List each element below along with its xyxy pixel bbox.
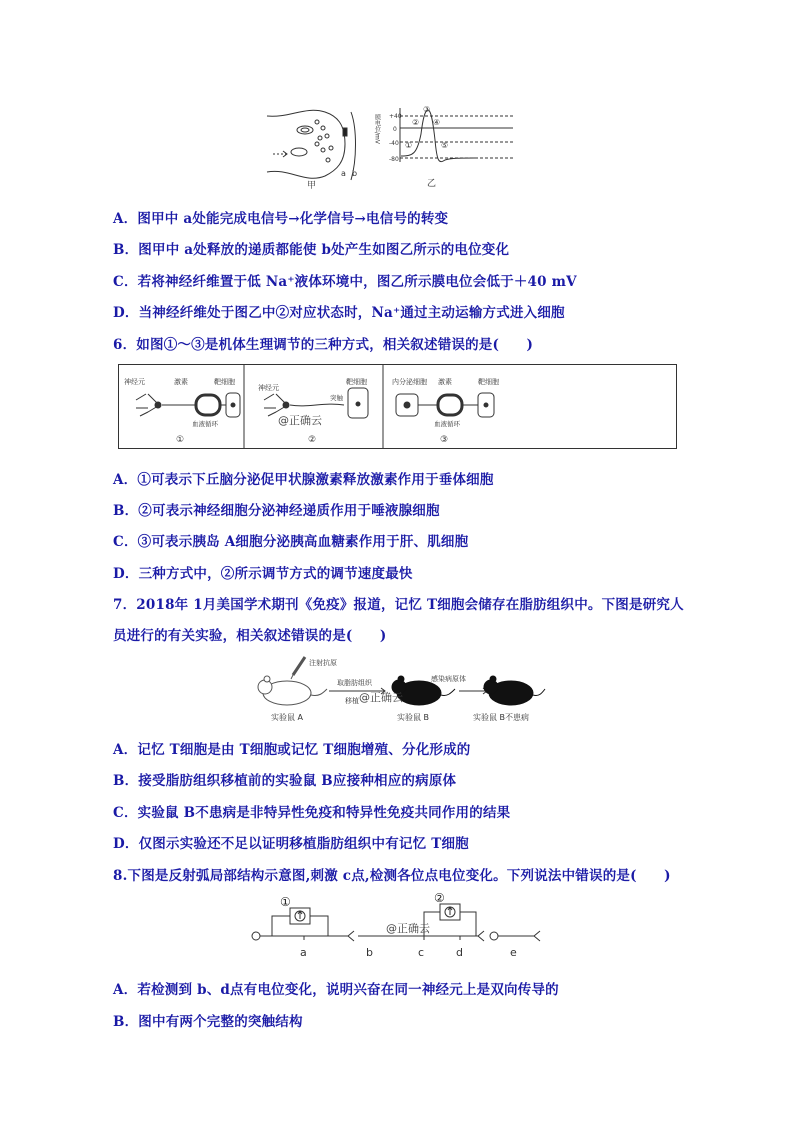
p3-num: ③ xyxy=(440,435,449,445)
tick-0: 0 xyxy=(393,126,397,133)
p1-hormone: 激素 xyxy=(174,378,188,386)
q8-option-a: A．若检测到 b、d点有电位变化，说明兴奋在同一神经元上是双向传导的 xyxy=(113,982,559,998)
marker-3: ③ xyxy=(423,105,431,114)
q7-option-c: C．实验鼠 B不患病是非特异性免疫和特异性免疫共同作用的结果 xyxy=(113,805,511,821)
p3-hormone: 激素 xyxy=(438,378,452,386)
mouse-a-icon xyxy=(258,676,327,705)
q7-option-b: B．接受脂肪组织移植前的实验鼠 B应接种相应的病原体 xyxy=(113,773,457,789)
marker-5: ⑤ xyxy=(441,141,449,150)
meter-1-label: ① xyxy=(280,895,291,909)
q6-figure xyxy=(118,364,678,450)
mouse-b2-icon xyxy=(484,676,545,705)
point-d: d xyxy=(456,946,463,959)
q6-option-b: B．②可表示神经细胞分泌神经递质作用于唾液腺细胞 xyxy=(113,503,440,519)
marker-4: ④ xyxy=(433,118,441,127)
q8-option-b: B．图中有两个完整的突触结构 xyxy=(113,1014,303,1030)
p3-blood: 血液循环 xyxy=(434,420,460,428)
tick-marks xyxy=(304,936,460,940)
p2-neuron: 神经元 xyxy=(258,384,279,392)
label-yi: 乙 xyxy=(427,179,437,189)
p2-target: 靶细胞 xyxy=(346,378,367,386)
q5-option-a: A．图甲中 a处能完成电信号→化学信号→电信号的转变 xyxy=(113,211,449,227)
q8-watermark: @正确云 xyxy=(386,922,430,935)
transplant-label: 移植 xyxy=(345,697,359,705)
q7-option-a: A．记忆 T细胞是由 T细胞或记忆 T细胞增殖、分化形成的 xyxy=(113,742,471,758)
q6-option-a: A．①可表示下丘脑分泌促甲状腺激素释放激素作用于垂体细胞 xyxy=(113,472,494,488)
point-a: a xyxy=(300,946,307,959)
point-c: c xyxy=(418,946,425,959)
p2-num: ② xyxy=(308,435,317,445)
label-b: b xyxy=(352,169,358,178)
q7-figure xyxy=(247,653,547,727)
label-jia: 甲 xyxy=(307,181,317,190)
panel-1 xyxy=(136,393,240,417)
mouse-b-label: 实验鼠 B xyxy=(397,713,430,722)
label-a: a xyxy=(341,169,346,178)
tick-m40: -40 xyxy=(389,140,399,147)
p3-target: 靶细胞 xyxy=(478,378,499,386)
q7-watermark: @正确云 xyxy=(359,691,403,704)
point-e: e xyxy=(510,946,517,959)
q5-figure xyxy=(265,104,520,190)
q6-stem: 6．如图①～③是机体生理调节的三种方式，相关叙述错误的是( ) xyxy=(113,337,534,353)
meter-2-label: ② xyxy=(434,892,445,905)
q5-option-d: D．当神经纤维处于图乙中②对应状态时，Na⁺通过主动运输方式进入细胞 xyxy=(113,305,565,321)
q5-option-b: B．图甲中 a处释放的递质都能使 b处产生如图乙所示的电位变化 xyxy=(113,242,510,258)
infect-label: 感染病原体 xyxy=(431,675,466,683)
inject-label: 注射抗原 xyxy=(309,659,337,667)
mouse-a-label: 实验鼠 A xyxy=(271,713,304,722)
y-axis-label: 膜电位/mV xyxy=(373,114,381,144)
take-fat-label: 取脂肪组织 xyxy=(337,679,372,687)
q7-stem-2: 员进行的有关实验，相关叙述错误的是( ) xyxy=(113,628,387,644)
p3-endocrine: 内分泌细胞 xyxy=(392,378,427,386)
tick-m80: -80 xyxy=(389,156,399,163)
q8-figure xyxy=(248,892,548,962)
p1-num: ① xyxy=(176,435,185,445)
p1-target: 靶细胞 xyxy=(214,378,235,386)
tick-40: +40 xyxy=(389,113,402,120)
q8-stem: 8.下图是反射弧局部结构示意图,刺激 c点,检测各位点电位变化。下列说法中错误的是( ) xyxy=(113,868,671,884)
mouse-b2-label: 实验鼠 B不患病 xyxy=(473,713,530,722)
point-b: b xyxy=(366,946,373,959)
q5-option-c: C．若将神经纤维置于低 Na⁺液体环境中，图乙所示膜电位会低于＋40 mV xyxy=(113,274,577,290)
q6-watermark: @正确云 xyxy=(278,414,322,427)
q6-option-c: C．③可表示胰岛 A细胞分泌胰高血糖素作用于肝、肌细胞 xyxy=(113,534,469,550)
q7-option-d: D．仅图示实验还不足以证明移植脂肪组织中有记忆 T细胞 xyxy=(113,836,469,852)
marker-2: ② xyxy=(412,118,420,127)
p1-blood: 血液循环 xyxy=(192,420,218,428)
p2-synapse: 突触 xyxy=(330,394,343,402)
p1-neuron: 神经元 xyxy=(124,378,145,386)
syringe-icon xyxy=(291,657,305,679)
panel-3 xyxy=(396,393,494,417)
action-potential-graph xyxy=(400,108,513,162)
q7-stem-1: 7．2018年 1月美国学术期刊《免疫》报道，记忆 T细胞会储存在脂肪组织中。下图是研究人 xyxy=(113,597,684,613)
marker-1: ① xyxy=(405,141,413,150)
q6-option-d: D．三种方式中，②所示调节方式的调节速度最快 xyxy=(113,566,413,582)
